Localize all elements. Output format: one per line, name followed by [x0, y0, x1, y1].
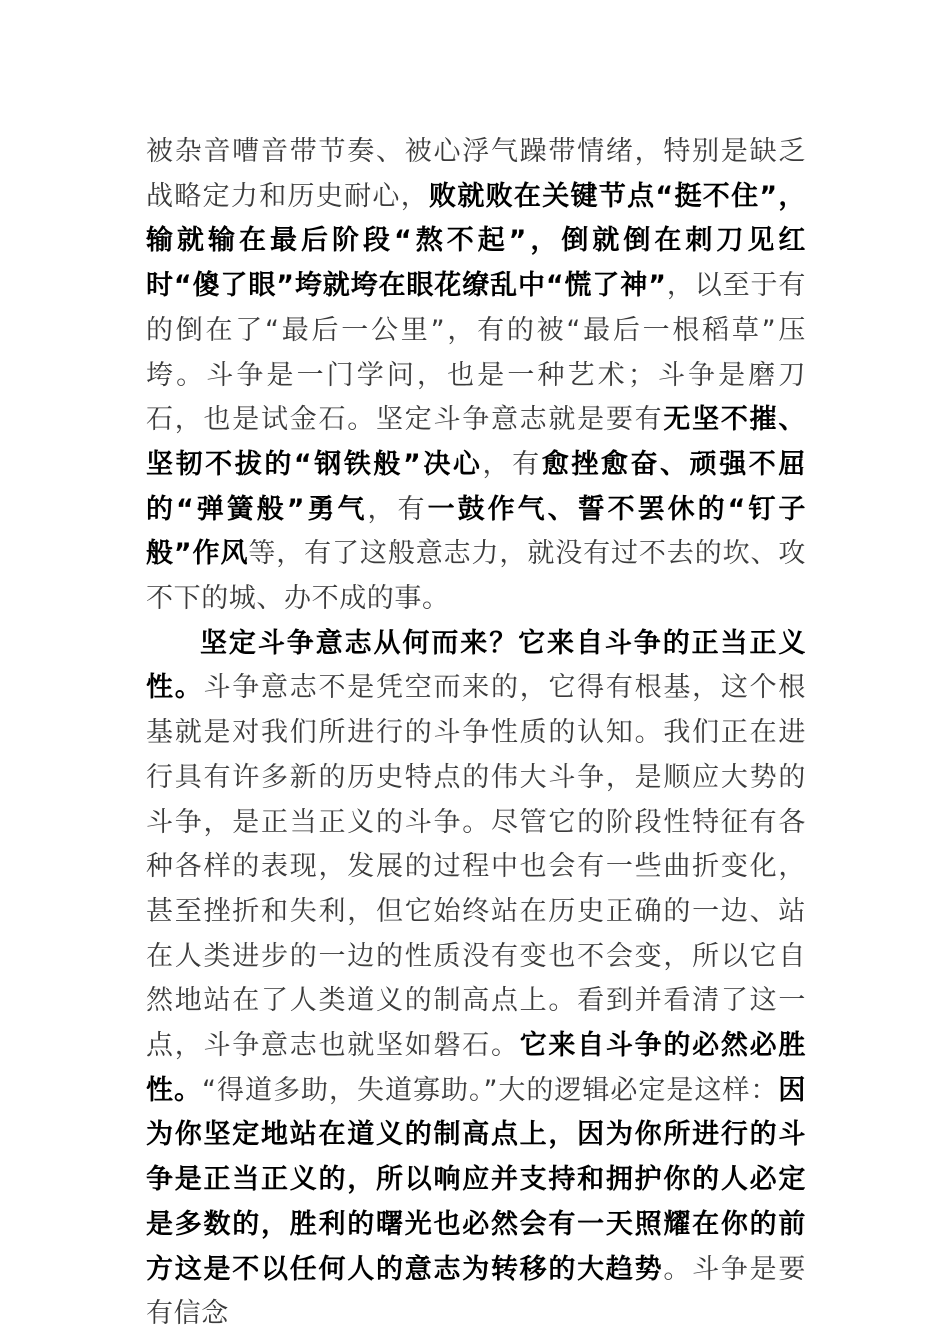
bold-text-segment: 它来自斗争的必然必胜性。: [146, 1030, 806, 1106]
text-segment: 。斗争是要有信念: [146, 1253, 807, 1330]
text-segment: 斗争意志不是凭空而来的，它得有根基，这个根基就是对我们所进行的斗争性质的认知。我们正在进行具有许多新的历史特点的伟大斗争，是顺应大势的斗争，是正当正义的斗争。尽管它的阶段性特征有各种各样的表现，发展的过程中也会有一些曲折变化，甚至挫折和失利，但它始终站在历史正确的一边、站在人类进步的一边的性质没有变也不会变，所以它自然地站在了人类道义的制高点上。看到并看清了这一点，斗争意志也就坚如磐石。: [146, 672, 806, 1062]
bold-text-segment: 愈挫愈奋、顽强不屈的“弹簧般”勇气: [146, 448, 806, 525]
text-segment: 等，有了这般意志力，就没有过不去的坎、攻不下的城、办不成的事。: [146, 538, 806, 615]
text-segment: 被杂音嘈音带节奏、被心浮气躁带情绪，特别是缺乏战略定力和历史耐心，: [146, 136, 806, 212]
paragraph-source-of-will: [146, 622, 806, 1337]
bold-text-segment: 一鼓作气、誓不罢休的“钉子般”作风: [146, 493, 806, 570]
bold-text-segment: 无坚不摧、坚韧不拔的“钢铁般”决心: [146, 404, 807, 480]
text-segment: ，以至于有的倒在了“最后一公里”，有的被“最后一根稻草”压垮。斗争是一门学问，也是一种艺术；斗争是磨刀石，也是试金石。坚定斗争意志就是要有: [146, 270, 807, 436]
document-page: [146, 130, 806, 1337]
section-heading-sentence: 坚定斗争意志从何而来？它来自斗争的正当正义性。: [146, 627, 806, 704]
bold-text-segment: 因为你坚定地站在道义的制高点上，因为你所进行的斗争是正当正义的，所以响应并支持和拥护你的人必定是多数的，胜利的曙光也必然会有一天照耀在你的前方这是不以任何人的意志为转移的大趋势: [146, 1074, 806, 1285]
text-segment: ，有: [482, 448, 542, 480]
text-segment: ，有: [367, 493, 428, 525]
text-segment: “得道多助，失道寡助。”大的逻辑必定是这样：: [202, 1074, 779, 1106]
paragraph-struggle-will: [146, 130, 806, 622]
bold-text-segment: 败就败在关键节点“挺不住”，输就输在最后阶段“熬不起”，倒就倒在刺刀见红时“傻了眼”垮就垮在眼花缭乱中“慌了神”: [146, 180, 807, 302]
